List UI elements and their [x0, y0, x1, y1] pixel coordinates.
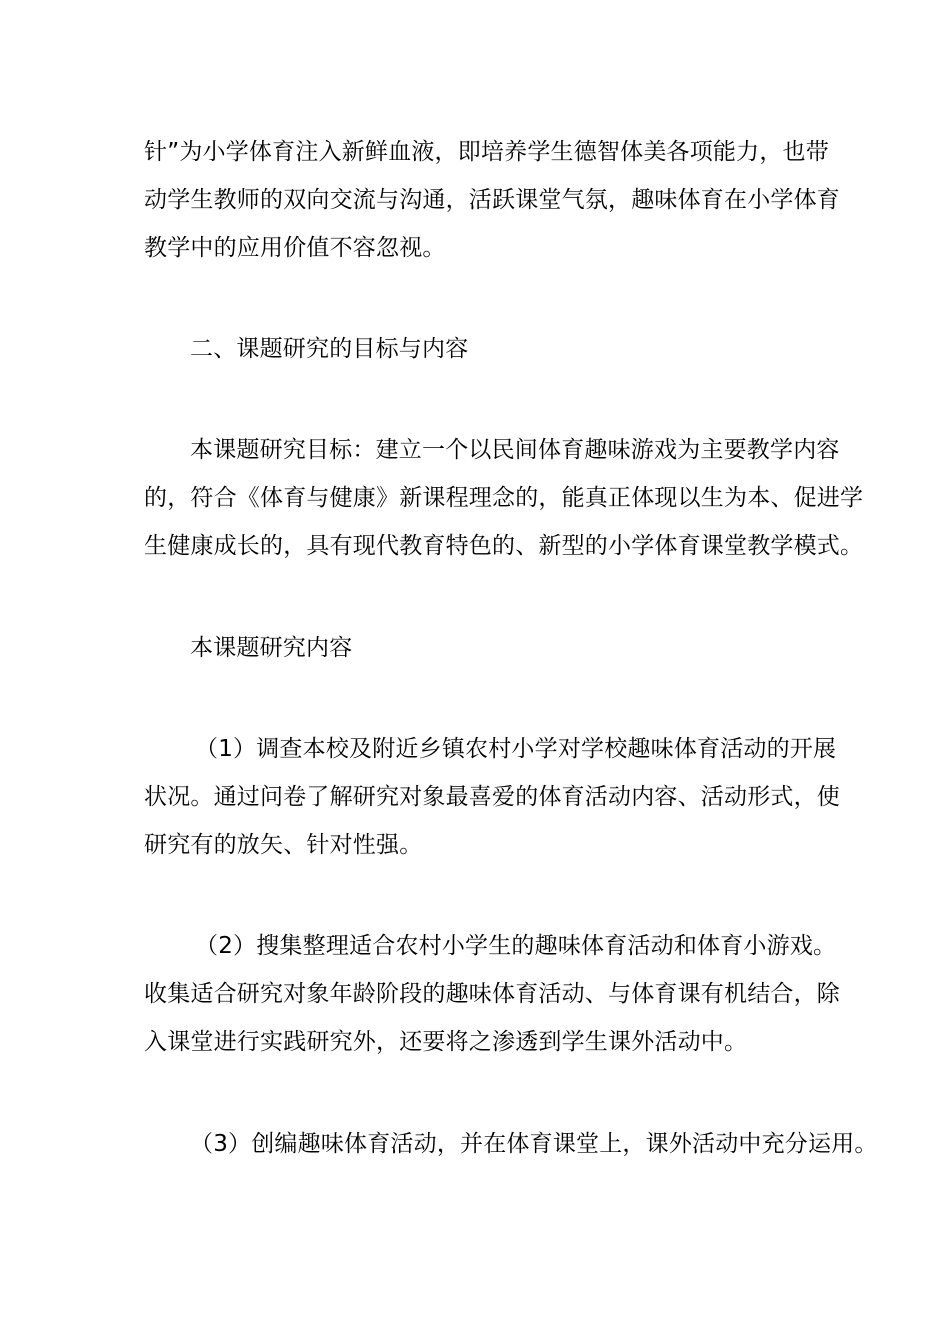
content-heading: 本课题研究内容: [190, 635, 353, 661]
item1-line-3: 研究有的放矢、针对性强。: [144, 832, 423, 858]
item1-line-1: （1）调查本校及附近乡镇农村小学对学校趣味体育活动的开展: [195, 736, 837, 762]
goal-line-3: 生健康成长的，具有现代教育特色的、新型的小学体育课堂教学模式。: [144, 533, 864, 559]
goal-line-1: 本课题研究目标：建立一个以民间体育趣味游戏为主要教学内容: [190, 437, 840, 463]
intro-line-2: 动学生教师的双向交流与沟通，活跃课堂气氛，趣味体育在小学体育: [144, 187, 840, 213]
item2-line-1: （2）搜集整理适合农村小学生的趣味体育活动和体育小游戏。: [195, 933, 837, 959]
item1-line-2: 状况。通过问卷了解研究对象最喜爱的体育活动内容、活动形式，使: [144, 784, 840, 810]
item3-line-1: （3）创编趣味体育活动，并在体育课堂上，课外活动中充分运用。: [190, 1131, 878, 1157]
intro-line-3: 教学中的应用价值不容忽视。: [144, 235, 446, 261]
intro-line-1: 针”为小学体育注入新鲜血液，即培养学生德智体美各项能力，也带: [144, 139, 829, 165]
item2-line-2: 收集适合研究对象年龄阶段的趣味体育活动、与体育课有机结合，除: [144, 981, 840, 1007]
section-heading: 二、课题研究的目标与内容: [190, 336, 469, 362]
item2-line-3: 入课堂进行实践研究外，还要将之渗透到学生课外活动中。: [144, 1029, 748, 1055]
goal-line-2: 的，符合《体育与健康》新课程理念的，能真正体现以生为本、促进学: [144, 485, 864, 511]
